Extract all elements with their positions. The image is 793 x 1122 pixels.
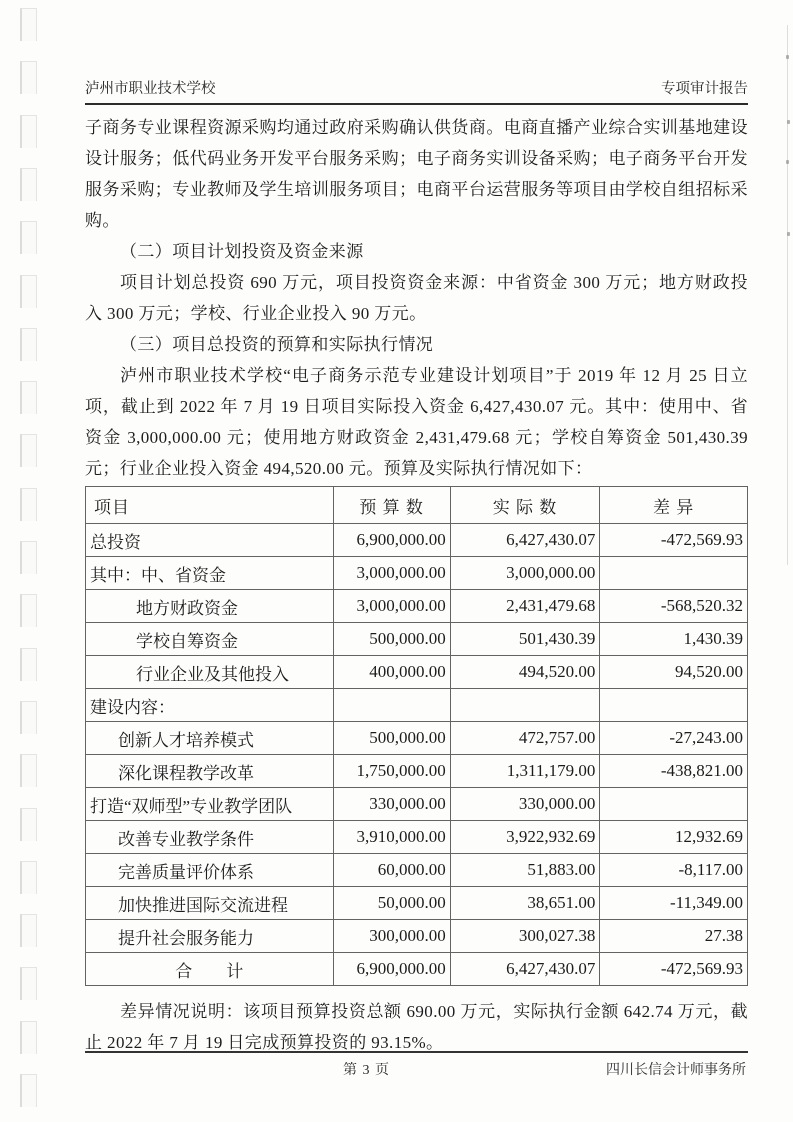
table-row [86, 755, 748, 788]
scan-binding-mark [20, 594, 37, 627]
scan-speck [787, 120, 790, 124]
table-row [86, 656, 748, 689]
cell-budget: 330,000.00 [333, 788, 450, 821]
cell-item: 深化课程教学改革 [86, 755, 334, 788]
table-row [86, 524, 748, 557]
cell-budget: 1,750,000.00 [333, 755, 450, 788]
cell-item: 学校自筹资金 [86, 623, 334, 656]
scan-speck [786, 160, 789, 164]
cell-actual: 501,430.39 [450, 623, 600, 656]
cell-difference: -8,117.00 [600, 854, 748, 887]
cell-difference: 1,430.39 [600, 623, 748, 656]
cell-actual: 38,651.00 [450, 887, 600, 920]
scan-binding-mark [20, 701, 37, 734]
cell-item: 其中：中、省资金 [86, 557, 334, 590]
cell-budget: 500,000.00 [333, 722, 450, 755]
cell-item: 完善质量评价体系 [86, 854, 334, 887]
cell-difference: -27,243.00 [600, 722, 748, 755]
cell-difference: -472,569.93 [600, 524, 748, 557]
table-row [86, 788, 748, 821]
cell-item: 行业企业及其他投入 [86, 656, 334, 689]
table-row [86, 887, 748, 920]
scan-binding-mark [20, 914, 37, 947]
scan-binding-mark [20, 754, 37, 787]
cell-actual: 1,311,179.00 [450, 755, 600, 788]
budget-table [85, 486, 748, 986]
scan-binding-mark [20, 648, 37, 681]
table-row [86, 557, 748, 590]
cell-difference: 12,932.69 [600, 821, 748, 854]
scan-binding-mark [20, 61, 37, 94]
cell-actual: 6,427,430.07 [450, 953, 600, 986]
cell-budget: 50,000.00 [333, 887, 450, 920]
column-header-actual: 实 际 数 [450, 487, 600, 524]
table-row-total [86, 953, 748, 986]
cell-actual: 494,520.00 [450, 656, 600, 689]
cell-difference: -11,349.00 [600, 887, 748, 920]
cell-difference: 27.38 [600, 920, 748, 953]
scan-speck [787, 232, 790, 236]
scan-binding-mark [20, 967, 37, 1000]
cell-budget: 3,000,000.00 [333, 557, 450, 590]
scan-speck [786, 55, 789, 59]
cell-actual: 330,000.00 [450, 788, 600, 821]
cell-item: 加快推进国际交流进程 [86, 887, 334, 920]
paragraph-difference-note: 差异情况说明：该项目预算投资总额 690.00 万元，实际执行金额 642.74 万元，截止 2022 年 7 月 19 日完成预算投资的 93.15%。 [85, 1002, 748, 1052]
table-row [86, 821, 748, 854]
scan-binding-mark [20, 8, 37, 41]
cell-budget: 6,900,000.00 [333, 524, 450, 557]
section-heading-3: （三）项目总投资的预算和实际执行情况 [120, 335, 434, 354]
cell-item: 合 计 [86, 953, 334, 986]
cell-budget [333, 689, 450, 722]
cell-budget: 300,000.00 [333, 920, 450, 953]
footer-page-number: 第 3 页 [343, 1063, 390, 1078]
table-row [86, 689, 748, 722]
cell-actual: 51,883.00 [450, 854, 600, 887]
cell-budget: 6,900,000.00 [333, 953, 450, 986]
cell-actual: 3,922,932.69 [450, 821, 600, 854]
column-header-difference: 差 异 [600, 487, 748, 524]
budget-table-header-row [86, 487, 748, 524]
scan-binding-mark [20, 381, 37, 414]
scan-binding-mark [20, 168, 37, 201]
table-row [86, 590, 748, 623]
cell-budget: 3,000,000.00 [333, 590, 450, 623]
cell-difference: -568,520.32 [600, 590, 748, 623]
table-row [86, 623, 748, 656]
cell-difference [600, 689, 748, 722]
cell-actual: 472,757.00 [450, 722, 600, 755]
cell-difference: -438,821.00 [600, 755, 748, 788]
cell-actual: 300,027.38 [450, 920, 600, 953]
scan-binding-mark [20, 1021, 37, 1054]
page-content [85, 80, 748, 1058]
table-row [86, 854, 748, 887]
paragraph-section2-body: 项目计划总投资 690 万元，项目投资资金来源：中省资金 300 万元；地方财政投入 300 万元；学校、行业企业投入 90 万元。 [85, 273, 748, 323]
scan-binding-mark [20, 275, 37, 308]
scan-binding-mark [20, 488, 37, 521]
cell-item: 建设内容： [86, 689, 334, 722]
cell-difference: -472,569.93 [600, 953, 748, 986]
paragraph-procurement-continuation: 子商务专业课程资源采购均通过政府采购确认供货商。电商直播产业综合实训基地建设设计服务；低代码业务开发平台服务采购；电子商务实训设备采购；电子商务平台开发服务采购；专业教师及学生培训服务项目；电商平台运营服务等项目由学校自组招标采购。 [85, 118, 748, 230]
scan-binding-mark [20, 1074, 37, 1107]
column-header-budget: 预 算 数 [333, 487, 450, 524]
scan-binding-mark [20, 861, 37, 894]
cell-budget: 3,910,000.00 [333, 821, 450, 854]
scan-binding-mark [20, 541, 37, 574]
table-row [86, 920, 748, 953]
cell-difference: 94,520.00 [600, 656, 748, 689]
cell-actual: 3,000,000.00 [450, 557, 600, 590]
table-row [86, 722, 748, 755]
report-body [85, 112, 748, 1058]
cell-item: 改善专业教学条件 [86, 821, 334, 854]
cell-item: 地方财政资金 [86, 590, 334, 623]
footer-firm-name: 四川长信会计师事务所 [606, 1063, 746, 1078]
cell-item: 提升社会服务能力 [86, 920, 334, 953]
cell-actual: 2,431,479.68 [450, 590, 600, 623]
cell-difference [600, 788, 748, 821]
cell-budget: 400,000.00 [333, 656, 450, 689]
cell-difference [600, 557, 748, 590]
cell-item: 总投资 [86, 524, 334, 557]
scan-binding-mark [20, 808, 37, 841]
column-header-item: 项目 [86, 487, 334, 524]
section-heading-2: （二）项目计划投资及资金来源 [120, 242, 364, 261]
scan-page-edge-line [787, 25, 788, 565]
scan-binding-mark [20, 115, 37, 148]
cell-actual: 6,427,430.07 [450, 524, 600, 557]
cell-item: 创新人才培养模式 [86, 722, 334, 755]
cell-actual [450, 689, 600, 722]
cell-budget: 60,000.00 [333, 854, 450, 887]
page-header [85, 80, 748, 105]
page-footer [85, 1051, 748, 1079]
scan-binding-mark [20, 434, 37, 467]
header-school-name: 泸州市职业技术学校 [85, 81, 216, 97]
cell-item: 打造“双师型”专业教学团队 [86, 788, 334, 821]
paragraph-section3-body: 泸州市职业技术学校“电子商务示范专业建设计划项目”于 2019 年 12 月 25 日立项，截止到 2022 年 7 月 19 日项目实际投入资金 6,427,430.07 元。其中：使用中、省资金 3,000,000.00 元；使用地方财政资金 2,431,479.68 元；学校自筹资金 501,430.39 元；行业企业投入资金 494,520.00 元。预算及实际执行情况如下： [85, 366, 748, 478]
cell-budget: 500,000.00 [333, 623, 450, 656]
scan-binding-mark [20, 221, 37, 254]
header-report-type: 专项审计报告 [661, 81, 748, 97]
scan-binding-mark [20, 328, 37, 361]
